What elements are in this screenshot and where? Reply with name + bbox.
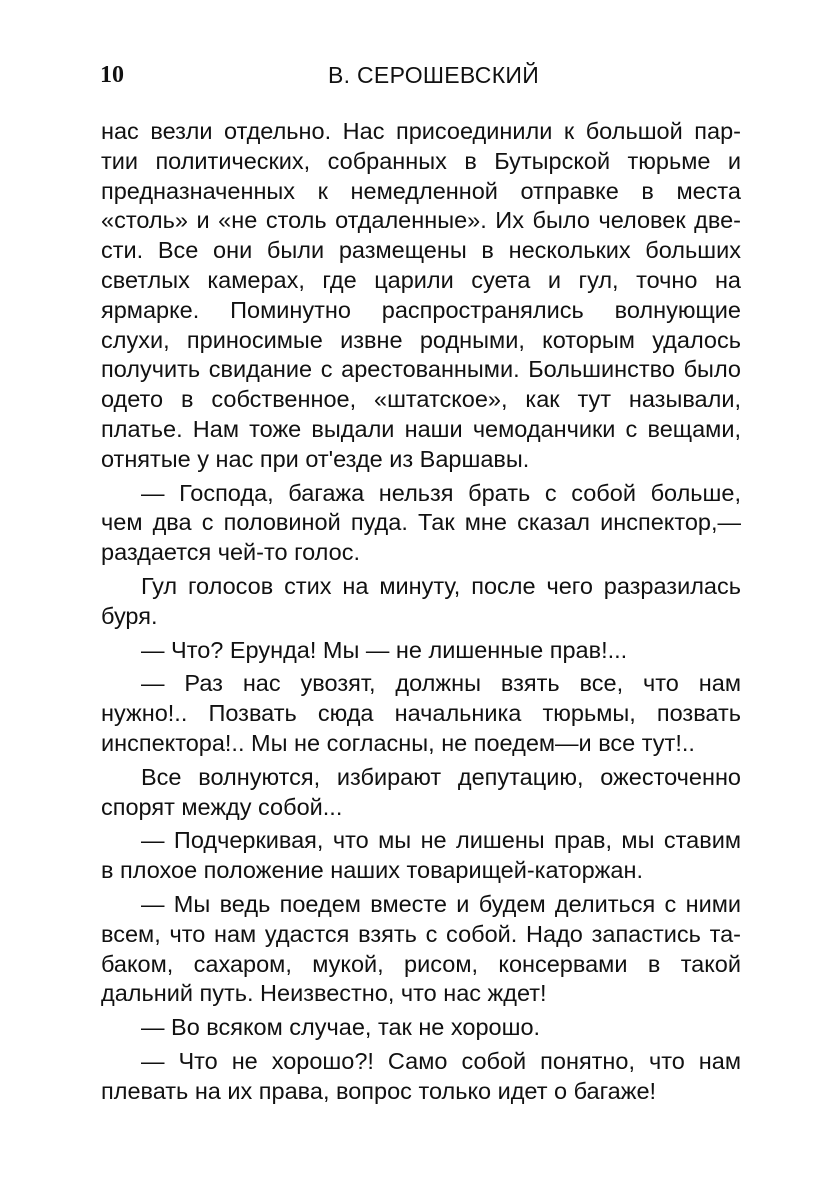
text-line: дальний путь. Неизвестно, что нас ждет! <box>101 980 547 1007</box>
paragraph <box>101 572 741 632</box>
text-line: инспектора!.. Мы не согласны, не поедем—и все тут!.. <box>101 729 695 756</box>
paragraph <box>101 117 741 475</box>
text-line: плевать на их права, вопрос только идет о багаже! <box>101 1077 657 1104</box>
running-title: В. СЕРОШЕВСКИЙ <box>328 62 540 88</box>
page-header <box>100 62 740 96</box>
text-line: слухи, приносимые извне родными, которым удалось <box>101 326 741 353</box>
text-line: — Что не хорошо?! Само собой понятно, что нам <box>141 1047 741 1074</box>
text-line: одето в собственное, «штатское», как тут называли, <box>101 386 741 413</box>
text-line: ярмарке. Поминутно распространялись волнующие <box>101 296 741 323</box>
text-line: — Мы ведь поедем вместе и будем делиться с ними <box>141 890 741 917</box>
text-line: — Подчеркивая, что мы не лишены прав, мы ставим <box>141 827 741 854</box>
text-line: — Раз нас увозят, должны взять все, что нам <box>141 670 741 697</box>
text-line: — Во всяком случае, так не хорошо. <box>141 1014 541 1041</box>
paragraph <box>101 1013 741 1043</box>
text-line: — Что? Ерунда! Мы — не лишенные прав!... <box>141 636 628 663</box>
paragraph <box>101 826 741 886</box>
paragraph <box>101 1047 741 1107</box>
text-line: чем два с половиной пуда. Так мне сказал инспектор,— <box>101 509 741 536</box>
text-line: отнятые у нас при от'езде из Варшавы. <box>101 445 530 472</box>
text-line: предназначенных к немедленной отправке в места <box>101 177 741 204</box>
text-line: платье. Нам тоже выдали наши чемоданчики с вещами, <box>101 415 741 442</box>
text-line: Все волнуются, избирают депутацию, ожесточенно <box>141 763 741 790</box>
paragraph <box>101 890 741 1009</box>
text-line: получить свидание с арестованными. Большинство было <box>101 356 741 383</box>
text-line: — Господа, багажа нельзя брать с собой больше, <box>141 479 741 506</box>
text-line: тии политических, собранных в Бутырской тюрьме и <box>101 147 741 174</box>
paragraph <box>101 636 741 666</box>
paragraph <box>101 479 741 568</box>
text-line: раздается чей-то голос. <box>101 539 361 566</box>
text-line: баком, сахаром, мукой, рисом, консервами в такой <box>101 950 741 977</box>
text-line: буря. <box>101 602 158 629</box>
text-line: светлых камерах, где царили суета и гул, точно на <box>101 266 741 293</box>
paragraph <box>101 669 741 758</box>
text-line: в плохое положение наших товарищей-каторжан. <box>101 857 643 884</box>
text-line: сти. Все они были размещены в нескольких больших <box>101 237 741 264</box>
text-line: всем, что нам удастся взять с собой. Надо запастись та- <box>101 920 741 947</box>
text-line: «столь» и «не столь отдаленные». Их было человек две- <box>101 207 741 234</box>
page-number: 10 <box>100 62 124 88</box>
text-line: спорят между собой... <box>101 793 343 820</box>
text-line: Гул голосов стих на минуту, после чего разразилась <box>141 572 741 599</box>
paragraph <box>101 763 741 823</box>
text-body <box>101 117 741 1107</box>
text-line: нас везли отдельно. Нас присоединили к большой пар- <box>101 118 741 144</box>
text-line: нужно!.. Позвать сюда начальника тюрьмы, позвать <box>101 700 741 727</box>
